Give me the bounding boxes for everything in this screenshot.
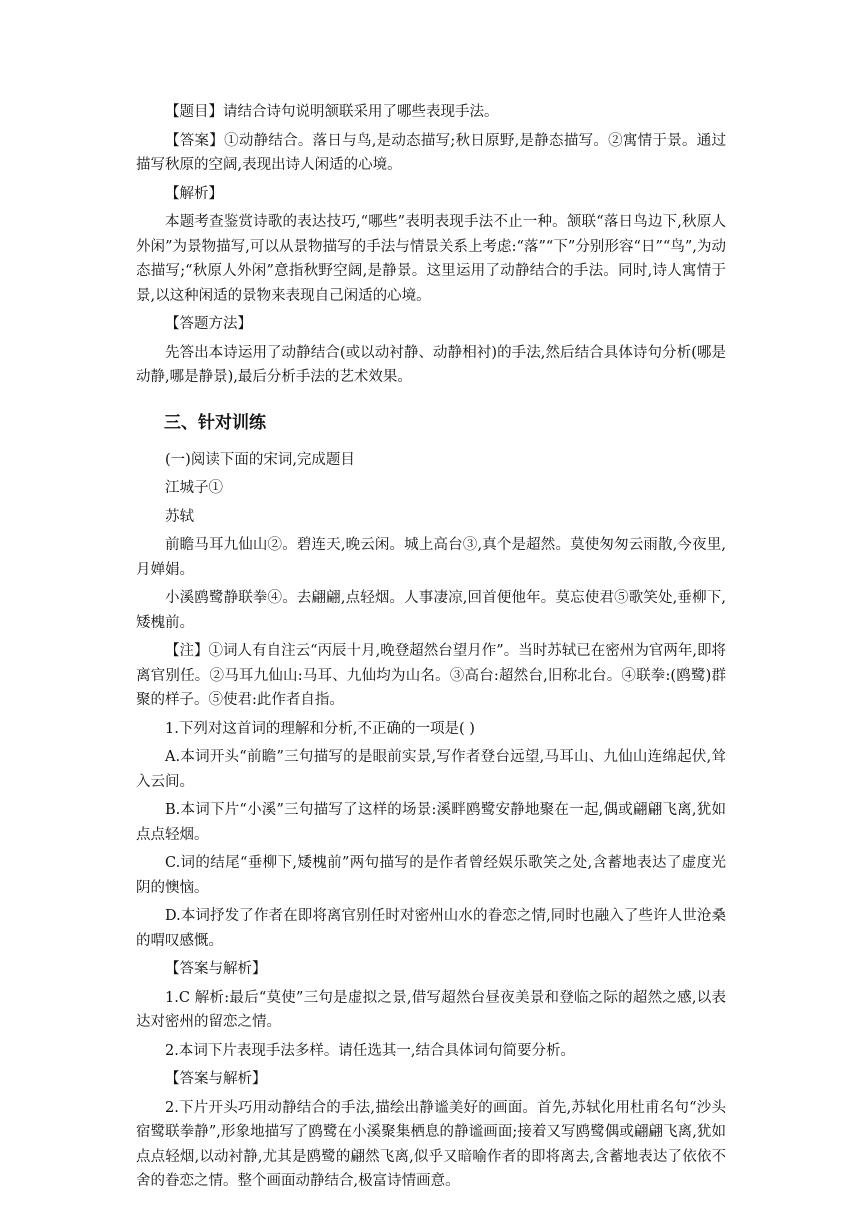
exercise-intro: (一)阅读下面的宋词,完成题目 <box>165 451 355 468</box>
option-b: B.本词下片“小溪”三句描写了这样的场景:溪畔鸥鹭安静地聚在一起,偶或翩翩飞离,犹如点点轻烟。 <box>136 802 726 843</box>
question-title: 【题目】请结合诗句说明颔联采用了哪些表现手法。 <box>165 104 499 120</box>
method-label: 【答题方法】 <box>165 316 252 332</box>
answer-label-2: 【答案与解析】 <box>165 1071 267 1087</box>
answer-1: 1.C 解析:最后“莫使”三句是虚拟之景,借写超然台昼夜美景和登临之际的超然之感,以表达对密州的留恋之情。 <box>136 989 726 1030</box>
analysis-label: 【解析】 <box>165 185 223 202</box>
option-c: C.词的结尾“垂柳下,矮槐前”两句描写的是作者曾经娱乐歌笑之处,含蓄地表达了虚度光阴的懊恼。 <box>136 855 726 896</box>
answer-label-1: 【答案与解析】 <box>165 961 267 977</box>
option-d: D.本词抒发了作者在即将离官别任时对密州山水的眷恋之情,同时也融入了些许人世沧桑的喟叹感慨。 <box>136 908 726 949</box>
document-body <box>136 100 726 1194</box>
method-text: 先答出本诗运用了动静结合(或以动衬静、动静相衬)的手法,然后结合具体诗句分析(哪是动静,哪是静景),最后分析手法的艺术效果。 <box>136 344 726 385</box>
poem-stanza-2: 小溪鸥鹭静联拳④。去翩翩,点轻烟。人事凄凉,回首便他年。莫忘使君⑤歌笑处,垂柳下,矮槐前。 <box>136 590 726 631</box>
poem-notes: 【注】①词人有自注云“丙辰十月,晚登超然台望月作”。当时苏轼已在密州为官两年,即将离官别任。②马耳九仙山:马耳、九仙均为山名。③高台:超然台,旧称北台。④联拳:(鸥鹭)群聚的样子。⑤使君:此作者自指。 <box>136 643 726 708</box>
answer-text: 【答案】①动静结合。落日与鸟,是动态描写;秋日原野,是静态描写。②寓情于景。通过描写秋原的空阔,表现出诗人闲适的心境。 <box>136 132 726 173</box>
section-heading: 三、针对训练 <box>164 412 266 433</box>
option-a: A.本词开头“前瞻”三句描写的是眼前实景,写作者登台远望,马耳山、九仙山连绵起伏,耸入云间。 <box>136 749 726 790</box>
question-2: 2.本词下片表现手法多样。请任选其一,结合具体词句简要分析。 <box>165 1042 575 1059</box>
poem-stanza-1: 前瞻马耳九仙山②。碧连天,晚云闲。城上高台③,真个是超然。莫使匆匆云雨散,今夜里,月婵娟。 <box>136 537 726 578</box>
question-1: 1.下列对这首词的理解和分析,不正确的一项是( ) <box>165 720 475 737</box>
poem-author: 苏轼 <box>165 508 194 525</box>
analysis-text: 本题考查鉴赏诗歌的表达技巧,“哪些”表明表现手法不止一种。颔联“落日鸟边下,秋原人外闲”为景物描写,可以从景物描写的手法与情景关系上考虑:“落”“下”分别形容“日”“鸟”,为动态描写;“秋原人外闲”意指秋野空阔,是静景。这里运用了动静结合的手法。同时,诗人寓情于景,以这种闲适的景物来表现自己闲适的心境。 <box>136 214 726 304</box>
poem-title: 江城子① <box>165 480 223 496</box>
answer-2: 2.下片开头巧用动静结合的手法,描绘出静谧美好的画面。首先,苏轼化用杜甫名句“沙头宿鹭联拳静”,形象地描写了鸥鹭在小溪聚集栖息的静谧画面;接着又写鸥鹭偶或翩翩飞离,犹如点点轻烟,以动衬静,尤其是鸥鹭的翩然飞离,似乎又暗喻作者的即将离去,含蓄地表达了依依不舍的眷恋之情。整个画面动静结合,极富诗情画意。 <box>136 1099 726 1189</box>
